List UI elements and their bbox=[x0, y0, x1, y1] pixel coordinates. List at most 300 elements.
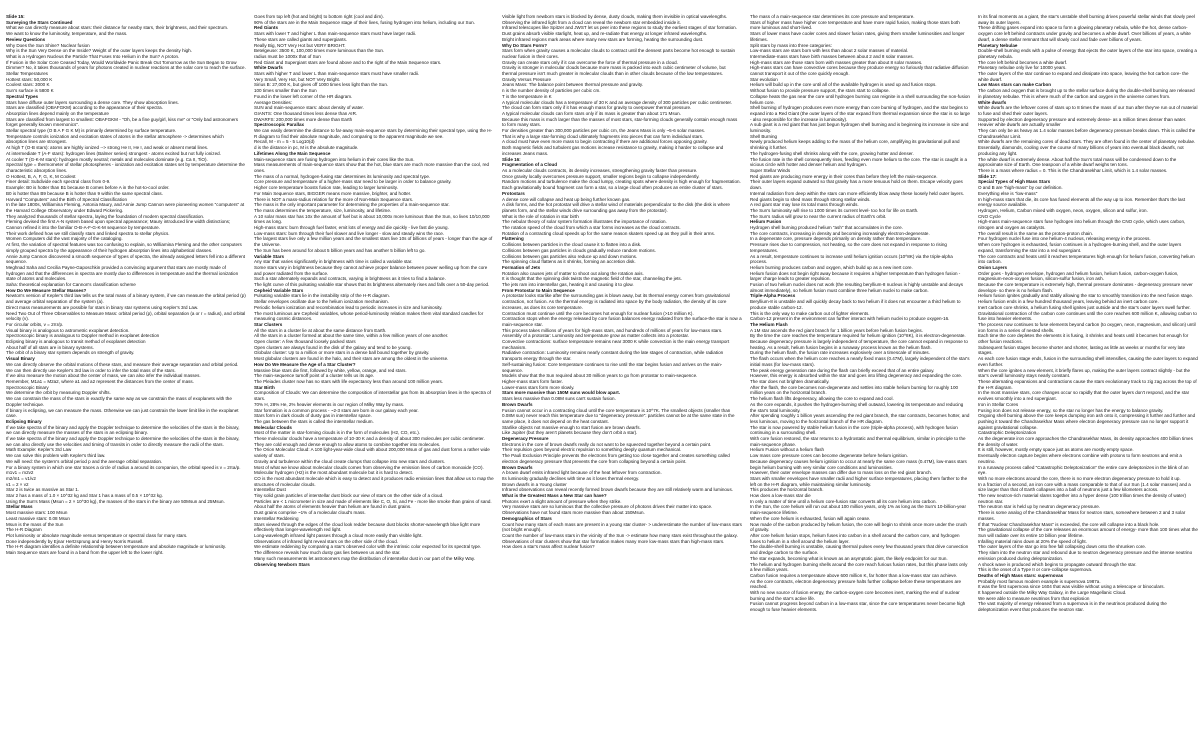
note-line: The overall result is the same as the proton-proton chain. bbox=[978, 230, 1093, 236]
note-line: About half of all stars are in binary systems. bbox=[6, 344, 94, 350]
note-line: Red giants begin to shed mass through strong stellar winds. bbox=[750, 196, 871, 202]
note-line: 70% H, 28% He, 2% heavier elements in our region of Milky Way by mass. bbox=[254, 401, 405, 407]
note-line: Low-mass stars: burn through their fuel slower and live longer - slow and steady wins the race. bbox=[254, 230, 445, 236]
note-line: Such a star alternately expands and contracts, varying in brightness as it tries to find a balance. bbox=[254, 276, 446, 282]
note-line: There is NOT a mass-radius relation for the more of Non-Main Sequence stars. bbox=[254, 196, 414, 202]
note-line: A typical molecular clouds has a temperature of 30 K and an average density of 300 particles per cubic centimeter. bbox=[502, 99, 732, 105]
note-line: Internal radiation from deep within the stars can more efficiently blow away these loosely held outer layers. bbox=[750, 190, 964, 196]
note-line: Coolest stars: 3000 K bbox=[6, 82, 50, 88]
note-line: Fusion cannot occur in a contracting cloud until the core temperature is 10^7K. The smallest objects (smaller than 0.08M sun) never reach this temperature due to "degeneracy pressure": particles cannot be at the same state in the same place, it does not depend on the heat constant. bbox=[502, 407, 735, 424]
note-line: The core contracts, increasing in density and becoming increasingly electron-degenerate. bbox=[750, 230, 930, 236]
note-line: The neutron star is held up by neutron degeneracy pressure. bbox=[978, 504, 1101, 510]
note-line: It is thought that the spinning disk twists the magnetic field of the star, channeling the jets. bbox=[502, 276, 682, 282]
note-line: What is the role of rotation in star birth bbox=[502, 213, 579, 219]
note-line: Jeans Mass: The balance point between thermal pressure and gravity. bbox=[502, 82, 644, 88]
note-line: Stars with smaller envelopes have smaller radii and higher surface temperatures, placing them farther to the left on the H-R diagram, while maintaining similar luminosity. bbox=[750, 475, 968, 487]
note-line: 90% of the stars are in the Main Sequence stage of their lives, fusing hydrogen into helium, including our Sun. bbox=[254, 19, 475, 25]
note-line: Assembly of a protostar: Luminosity and temperature grow as matter collects into a protostar. bbox=[502, 333, 690, 339]
note-line: Planetary nebulae only live for 10000 years. bbox=[978, 65, 1067, 71]
note-line: Stars have diffuse outer layers surrounding a dense core. They show absorption lines. bbox=[6, 99, 179, 105]
note-line: Stars with higher T and lower L than main-sequence stars must have smaller radii. bbox=[254, 71, 420, 77]
note-line: Hottest stars: 50,000 K bbox=[6, 76, 53, 82]
note-heading: Spectral Types bbox=[6, 93, 39, 99]
note-line: Found in the lower left corner of the HR diagram. bbox=[254, 93, 353, 99]
note-line: Msun is the mass of the Sun bbox=[6, 521, 64, 527]
note-line: The Sun has been around for about 5 billion years and has another 5 billion left to go. bbox=[254, 247, 426, 253]
note-line: When core hydrogen is exhausted, fusion continues in a hydrogen-burning shell, and the outer layers expand, transforming the star into a red supergiant. bbox=[978, 242, 1182, 253]
note-heading: White Dwarfs bbox=[254, 65, 283, 71]
note-line: Observations have not found stars more massive than about 150Msun. bbox=[502, 510, 645, 516]
note-heading: Stellar Mass bbox=[6, 504, 33, 510]
note-line: These alternating expansions and contractions cause the stars evolutionary track to zig zag across the top of the H-R diagram. bbox=[978, 379, 1197, 390]
note-line: Stars are classified from largest to smallest: OBAFGKM - "Oh, be a fine guy/girl, kiss me" or "Only bad astronomers forget generally known mnemonics". bbox=[6, 116, 239, 128]
note-line: Lower-mass stars form more slowly. bbox=[502, 384, 575, 390]
note-line: Gravity and turbulence within the cloud create clumps that collapse into new stars and clusters. bbox=[254, 458, 446, 464]
note-line: Fleming devised the first A-N system based upon spectral appearance; Maury introduced line width distinctions; Cannon refined it into the familiar O-B-A-F-G-K-M sequence by temperature. bbox=[6, 219, 231, 231]
note-line: Each time the core depletes the elements it is fusing, it shrinks and heats until it becomes hot enough for other fusion reactions. bbox=[978, 333, 1189, 345]
note-line: Absorption lines depend mainly on the temperature bbox=[6, 110, 109, 116]
note-line: Plot luminosity or absolute magnitude versus temperature or spectral class for many stars. bbox=[6, 532, 188, 538]
note-heading: Why Do Stars Form? bbox=[502, 42, 547, 48]
note-line: The most luminous are Cepheid variables, whose period-luminosity relation makes them vital standard candles for measuring cosmic distances. bbox=[254, 310, 484, 322]
note-line: Contraction stops when the energy released by core fusion balances energy radiated from the surface-the star is now a main-sequence star. bbox=[502, 316, 742, 327]
note-line: At high T (O-B stars): atoms are highly ionized --> strong He II, He I, and weak or absent metal lines. bbox=[6, 145, 209, 151]
note-line: Why Does the Sun Shine? Nuclear fusion bbox=[6, 42, 90, 48]
note-heading: Deaths of High Mass stars: supernovas bbox=[978, 572, 1064, 578]
note-line: We want to know the luminosity, temperature, and the mass. bbox=[6, 31, 128, 37]
note-heading: From Protostar to Main Sequence bbox=[502, 287, 575, 293]
note-line: d is the distance in pc, M is the absolute magnitude. bbox=[254, 145, 359, 151]
note-line: High-mass stars: burn through fuel faster, emit lots of energy and die quickly - live fast die young. bbox=[254, 225, 449, 231]
note-line: Molecular hydrogen (H2) is the most abundant molecule but it is hard to detect. bbox=[254, 470, 413, 476]
note-line: If binary is eclipsing, we can measure the mass. Otherwise we can just constrain the lower limit like in the exoplanet case. bbox=[6, 407, 239, 419]
note-line: Open cluster: A few thousand loosely packed stars bbox=[254, 339, 356, 345]
note-line: Gravity Versus Pressure bbox=[502, 76, 552, 82]
note-line: Sirius B: 27,000 K, but gives off 1000 times less light than the Sun. bbox=[254, 82, 389, 88]
note-line: m1v1 = m2v2 bbox=[6, 470, 34, 476]
note-line: Ongoing shell burning above the core keeps dumping iron ash onto it, compressing it further and further and pushing it toward the Chandrasekhar Mass where electron degeneracy pressure can no longer support it against gravitational collapse. bbox=[978, 413, 1196, 430]
note-line: The star does not brighten dramatically. bbox=[750, 379, 830, 384]
note-line: Very Small, Very Hot, but NOT Very Bright. bbox=[254, 76, 341, 82]
note-line: Both magnetic fields and turbulent gas motions increase resistance to gravity, making it harder to collapse and increases Jeans mass. bbox=[502, 145, 724, 156]
note-line: Higher-mass stars form faster. bbox=[502, 379, 563, 384]
note-heading: Review Questions bbox=[6, 36, 46, 42]
note-line: Open clusters are always found in the disk of the galaxy and tend to be young. bbox=[254, 344, 412, 350]
note-line: Stars are classified (OBAFGKM) according to the appearance of their spectra. bbox=[6, 105, 163, 111]
note-line: We determine the orbit by measuring Doppler shifts. bbox=[6, 390, 111, 396]
note-line: Fusion cannot progress beyond carbon in a low-mass star, since the core temperatures never become high enough to fuse heavier elements. bbox=[750, 601, 966, 613]
note-line: There is a mass where radius = 0. This is the Chandrasekhar Limit, which is 1.4 solar masses. bbox=[978, 167, 1168, 173]
note-line: Average Densities: bbox=[254, 99, 293, 105]
note-line: The helium and hydrogen burning shells around the core reach furious fusion rates, but this phase lasts only a few million years. bbox=[750, 561, 968, 573]
note-line: Like Jupiter (but they aren't planets because they don't orbit a star). bbox=[502, 430, 638, 436]
note-line: There is some analog of the Chandrasekhar Mass for neutron stars, somewhere between 2 and 3 solar masses. bbox=[978, 510, 1186, 521]
note-line: Everything else is "low-mass" bbox=[978, 190, 1038, 196]
note-line: Red giants are producing more energy in their cores than before they left the main-sequence. bbox=[750, 173, 938, 179]
notes-column-3 bbox=[500, 14, 748, 729]
note-line: With no more electrons around the core, there is no more electron degeneracy pressure to hold it up. bbox=[978, 475, 1181, 481]
note-line: Heavier white dwarfs are actually smaller bbox=[978, 122, 1061, 128]
note-line: If we also measure the motion about the center of mass, we can also infer the individual masses. bbox=[6, 373, 201, 379]
note-line: Infalling material rains down at 20% the speed of light. bbox=[978, 538, 1087, 544]
note-line: The fusion rate in the shell consequently rises, feeding even more helium to the core. The star is caught in a vicious circle with hotter and denser helium and hydrogen. bbox=[750, 156, 968, 168]
note-line: Shell Burning bbox=[750, 133, 778, 139]
note-line: This produces the horizontal branch. bbox=[750, 487, 824, 493]
note-line: The Sun's radius will grow to near the current radius of Earth's orbit. bbox=[750, 213, 887, 219]
note-line: During the helium flash, the fusion rate increases explosively over a timescale of minutes. bbox=[750, 350, 930, 356]
note-line: Stars of higher mass have higher core temperature and have more rapid fusion, making those stars both more luminous and short-lived. bbox=[750, 19, 960, 31]
note-line: A disk forms, and the hot protostar will drive a stellar wind of materials perpendicular to the disk (the disk is where planets form, and the stellar winds drive surrounding gas away from the protostar). bbox=[502, 202, 730, 213]
note-line: Order goes - hydrogen envelope, hydrogen and helium fusion, helium fusion, carbon-oxygen fusion, magnesium-neon-oxygen fusion, silicon-sulfur fusion, iron ash. bbox=[978, 270, 1179, 282]
note-line: At intermediate T (A-F stars): hydrogen lines (Balmer series) strongest - atoms excited but not fully ionized. bbox=[6, 150, 221, 156]
note-heading: Helium Fusion bbox=[750, 219, 782, 225]
note-line: Because the core temperature is extremely high, thermal pressure dominates - degeneracy pressure never develops- so there is no helium flash. bbox=[978, 282, 1193, 293]
note-heading: Red Giants bbox=[254, 25, 279, 31]
note-line: These molecular clouds have a temperature of 10-30 K and a density of about 300 molecules per cubic centimeter. bbox=[254, 436, 485, 442]
note-line: For a binary system in which one star traces a circle of radius a around its companion, the orbital speed is v = 2πa/p. bbox=[6, 464, 241, 470]
note-line: Intermediate-mass stars have birth masses between about 2 and 8 solar masses. bbox=[750, 53, 914, 59]
note-line: Starlike objects not massive enough to start fusion are brown dwarfs. bbox=[502, 424, 641, 430]
note-heading: Triple-Alpha Process bbox=[750, 293, 796, 299]
note-line: Low-mass stars are stars born with less than about 2 solar masses of material. bbox=[750, 48, 909, 54]
note-line: A brown dwarf emits infrared light because of the heat leftover from contraction. bbox=[502, 470, 662, 476]
note-line: Stellar spectral type (O B A F G K M) is primarily determined by surface temperature. bbox=[6, 128, 177, 134]
note-line: The outer layers of the star continue to expand and dissipate into space, leaving the hot carbon core- the white dwarf. bbox=[978, 71, 1189, 82]
note-line: Probably most famous modern example is supernova 1987a. bbox=[978, 578, 1101, 584]
note-line: These drifting gases expand into space to form a glowing planetary nebula, while the hot, dense carbon-oxygen core left behind contracts under gravity and becomes a white dwarf. Over billions of years, a white dwarf, a dense stellar remnant that will slowly cool and fade over billions of years. bbox=[978, 25, 1191, 42]
note-line: The orbit of a binary star system depends on strength of gravity. bbox=[6, 350, 135, 356]
note-line: We estimate reddening by comparing a star's observed color with the intrinsic color expected for its spectral type. bbox=[254, 544, 482, 550]
note-heading: Fragmentation of a Cloud bbox=[502, 162, 558, 168]
note-line: Helium fusion ends in a few hundred thousand years, leaving behind an inert carbon core. bbox=[978, 299, 1159, 305]
note-line: GIANTS: One thousand times less dense than AIR. bbox=[254, 110, 358, 116]
note-line: Visible light from newborn stars is blocked by dense, dusty clouds, making them invisible in optical wavelengths. bbox=[502, 14, 728, 19]
note-line: Their outer layers expand outward so that gravity has a more tenuous hold on them. Escape velocity goes down. bbox=[750, 179, 963, 191]
note-line: We were able to measure neutrinos from that explosion bbox=[978, 595, 1090, 601]
note-line: However, this energy is absorbed within the star and goes into lifting degeneracy and expanding the core. bbox=[750, 373, 963, 379]
note-line: Carbon fusion requires a temperature above 600 million K, far hotter than a low-mass star can achieve. bbox=[750, 572, 958, 578]
note-line: Infrared observations can reveal recently formed brown dwarfs because they are still relatively warm and luminous. bbox=[502, 487, 733, 493]
note-line: This is the onset of a Type II or core-collapse supernova. bbox=[978, 567, 1093, 573]
note-line: How does a low-mass star die bbox=[750, 493, 811, 499]
note-line: The rotation speed of the cloud from which a star forms increases as the cloud contracts. bbox=[502, 225, 681, 231]
note-line: High-mass stars are those stars born with masses greater than about 8 solar masses. bbox=[750, 59, 923, 65]
note-line: Self-sustaining fusion: Core temperature continues to rise until the star begins fusion and arrives on the main-sequence. bbox=[502, 361, 723, 373]
note-line: A shock wave is produced which begins to propagate outward through the star. bbox=[978, 561, 1137, 567]
note-line: Least massive stars: 0.08 Msun bbox=[6, 515, 70, 521]
note-heading: Brown Dwarfs bbox=[502, 464, 533, 470]
note-line: In the most massive stars, core changes occur so rapidly that the outer layers don't respond, and the star evolves smoothly into a red supergiant. bbox=[978, 390, 1190, 402]
note-line: They can only be as heavy as 1.4 solar masses before degeneracy pressure breaks down. This is called the Chandrasekhar Limit. bbox=[978, 128, 1196, 139]
note-line: Periodic helium ionization and recombination lead to periodic increases in size and luminosity. bbox=[254, 304, 443, 310]
note-line: All the stars in a cluster formed at about the same time, within a few million years of one another. bbox=[254, 333, 449, 339]
note-line: Most of the matter in star-forming clouds is in the form of molecules (H2, CO, etc.). bbox=[254, 430, 421, 436]
note-line: Gravity is stronger in molecular clouds because more mass is packed into each cubic centimeter of volume, but thermal pressure isn't much greater in molecular clouds than in other clouds because of the low temperatures. bbox=[502, 65, 726, 77]
note-heading: Protostars bbox=[502, 190, 525, 196]
note-heading: Planetary Nebulae bbox=[978, 42, 1018, 48]
note-heading: What is the Greatest Mass a New Star can have? bbox=[502, 493, 607, 499]
note-line: Gravitational contraction of the carbon core continues until the core reaches 600 million K, allowing carbon to fuse into heavier elements. bbox=[978, 310, 1197, 322]
notes-column-2 bbox=[252, 14, 500, 729]
note-heading: Molecular Clouds bbox=[254, 424, 292, 430]
note-heading: Demographics of Stars bbox=[502, 515, 552, 521]
note-line: The Pauli Exclusion Principle prevents the electrons from getting too close together and creates something called electron degeneracy pressure that prevents the core from collapsing beyond a certain point. bbox=[502, 453, 730, 464]
note-line: That is why a large star-forming cloud ultimately fragments into pieces that can form individual stars. bbox=[502, 133, 704, 139]
note-line: Radiative contraction: Luminosity remains nearly constant during the late stages of contraction, while radiation transports energy through the star. bbox=[502, 350, 724, 362]
note-line: The difference reveals how much dusty gas lies between us and the star. bbox=[254, 550, 401, 556]
note-line: With core fusion restored, the star returns to a hydrostatic and thermal equilibrium, similar in principle to the main-sequence phase. bbox=[750, 436, 966, 447]
note-line: All the stars in a cluster lie at about the same distance from Earth. bbox=[254, 327, 387, 333]
note-line: Star 2 has a mass of 1.0 × 10^32 kg and Star 1 has a mass of 0.5 × 10^32 kg. bbox=[6, 493, 163, 499]
note-line: Rotation of a contracting cloud speeds up for the same reason skaters speed up as they pull in their arms. bbox=[502, 230, 716, 236]
note-line: Long-wavelength infrared light passes through a cloud more easily than visible light. bbox=[254, 532, 423, 538]
note-line: If we take spectra of the binary and apply the Doppler technique to determine the velocities of the stars in the binary, we can directly measure the masses of the stars in an eclipsing binary. bbox=[6, 424, 240, 436]
note-line: The cloud can form stars only if it has enough mass for gravity to overpower thermal pressure. bbox=[502, 105, 692, 111]
note-line: A dense core will collapse and heat up being further known gas. bbox=[502, 196, 631, 202]
note-line: Most globular clusters are found in the halo, and their stars are among the oldest in the universe. bbox=[254, 356, 449, 362]
note-line: Beryllium-8 is unstable and will quickly decay back to two helium if it does not encounter a third helium to produce stable carbon-12. bbox=[750, 299, 961, 310]
note-line: At first, the variation of spectral features was too confusing to explain, so Williamina Fleming and the other computers simply grouped spectra by the appearance of their hydrogen absorption lines into alphabetical classes. bbox=[6, 242, 242, 253]
note-line: Essentially, diamonds, cooling over the course of many billions of years into eventual black dwarfs, not producing any light. bbox=[978, 145, 1184, 156]
note-line: Fusion of two helium nuclei does not work (the resulting beryllium-8 nucleus is highly unstable and decays almost immediately), so helium fusion must combine three helium nuclei to make carbon. bbox=[750, 282, 964, 293]
note-line: The largest stars live only a few million years and the smallest stars live 10s of billions of years - longer than the age of the Universe. bbox=[254, 236, 493, 248]
note-line: The mass of a normal, hydrogen-fusing star determines its luminosity and spectral type. bbox=[254, 173, 431, 179]
note-line: How does a star's mass affect nuclear fusion? bbox=[502, 544, 595, 550]
note-line: Electrons in the core of brown dwarfs really do not want to be squeezed together beyond a certain point. bbox=[502, 441, 712, 447]
note-line: Women Computers did the vast majority of the cataloging. bbox=[6, 236, 123, 242]
note-line: Double-shell burning ends with a pulse of energy that ejects the outer layers of the star into space, creating a planetary nebula. bbox=[978, 48, 1197, 59]
note-line: Subsequent fusion stages become shorter and shorter, lasting as little as weeks or months for very late stages. bbox=[978, 344, 1185, 356]
note-line: Split stars by mass into three categories: bbox=[750, 42, 832, 48]
note-line: Massive blue stars die first, followed by white, yellow, orange, and red stars. bbox=[254, 367, 407, 373]
note-line: Stellar envelopes oscillate due to the helium ionization mechanism. bbox=[254, 299, 389, 305]
note-line: Star formation is a common process - ~2-3 stars are born in our galaxy each year. bbox=[254, 407, 419, 413]
note-line: Models show that the Sun required about 30 million years to go from protostar to main-sequence. bbox=[502, 373, 698, 379]
note-line: O and B are "high-mass" by our definition. bbox=[978, 185, 1063, 191]
note-line: They slam into the neutron star and rebound due to neutron degeneracy pressure and the intense neutrino emission produced during deleptonization. bbox=[978, 550, 1193, 561]
note-line: These stars are called giants and supergiants. bbox=[254, 36, 348, 42]
note-line: A typical molecular clouds can form stars only if its mass is greater than about 171 Msun. bbox=[502, 110, 681, 116]
note-line: In a runaway process called "Catastrophic Deleptonization" the entire core deleptonizes in the blink of an eye. bbox=[978, 464, 1189, 476]
note-line: Dust grains absorb visible starlight, heat up, and re-radiate that energy at longer infrared wavelengths. bbox=[502, 31, 708, 37]
note-heading: Brown Dwarfs bbox=[502, 401, 533, 407]
note-line: Carbon-12 present in the environment can further interact with helium nuclei to produce oxygen-16. bbox=[750, 316, 950, 322]
note-line: The mass is the only important parameter for determining the properties of a main-sequence star. bbox=[254, 202, 450, 208]
note-line: If Fusion in the Solar Core Ceased Today, Would Worldwide Panic Break Out Tomorrow as the Sun Began to Grow Dimmer? No, it takes thousands of years for photons created in nuclear reactions at the solar core to reach the surface. bbox=[6, 59, 246, 71]
note-line: A protostar looks starlike after the surrounding gas is blown away, but its thermal energy comes from gravitational contraction, not fusion. As the thermal energy is radiated into space by the body radiation, the density of its core increases, as does its core temperature. bbox=[502, 293, 730, 310]
note-line: As a result, temperature continues to increase until helium ignition occurs (10^8K) via the triple-alpha process. bbox=[750, 253, 953, 265]
note-line: Globular cluster: Up to a million or more stars in a dense ball bound together by gravity. bbox=[254, 350, 430, 356]
note-line: Eventually electron capture begins where electrons combine with protons to form neutrons and emit a neutrino. bbox=[978, 453, 1182, 464]
note-line: We can constrain the mass of the stars in exactly the same way as we constrain the mass of exoplanets with the Doppler technique. bbox=[6, 396, 232, 407]
note-line: If we take spectra of the binary and apply the Doppler technique to determine the velocities of the stars in the binary, we can also directly use the velocities and timing of transits in order to directly measure the radii of the stars. bbox=[6, 436, 240, 447]
note-line: Pressure rises due to compression, not heating, so the core does not expand in response to rising temperatures. bbox=[750, 242, 947, 253]
note-line: After spending roughly 1 billion years ascending the red giant branch, the star contracts, becomes hotter, and less luminous, moving to the horizontal branch of the HR diagram. bbox=[750, 413, 970, 424]
note-line: The gas between the stars is called the interstellar medium. bbox=[254, 418, 374, 424]
note-line: The nebular theory of solar system formation illustrates the importance of rotation. bbox=[502, 219, 667, 225]
note-line: Dust grains comprise ~1% of a molecular cloud's mass. bbox=[254, 510, 366, 516]
note-line: Annie Jump Cannon discovered a smooth sequence of types of spectra, the already assigned letters fell into a different sequence. bbox=[6, 253, 246, 265]
note-line: It was the first supernova since 1604 that was visible without using a telescope or binoculars. bbox=[978, 584, 1165, 590]
note-heading: Lifetimes Along the Main Sequence bbox=[254, 150, 331, 156]
note-heading: Observing Newborn Stars bbox=[254, 561, 310, 567]
note-line: Stars of lower mass have cooler cores and slower fusion rates, giving them smaller luminosities and longer lifetimes. bbox=[750, 31, 965, 42]
note-line: Random motions and turbulence make the cloud lumpy, creating spots where density is high enough for fragmentation. bbox=[502, 179, 741, 185]
note-line: For circular orbits, v = 2πr/p. bbox=[6, 321, 64, 327]
note-line: Recall, M - m = 5 - 5 Log10(d) bbox=[254, 139, 315, 145]
note-line: Very massive stars are so luminous that the collective pressure of photons drives their matter into space. bbox=[502, 504, 713, 510]
note-line: Star evolution bbox=[750, 76, 778, 82]
note-line: In a fraction of a second, an iron core with a mass comparable to that of our Sun (1.4 solar masses) and a size larger than that of Earth collapses into a ball of neutrons just a few kilometers across. bbox=[978, 481, 1191, 493]
note-line: Convective contractions: surface temperature remains near 3000 K while convection is the main energy transport mechanism. bbox=[502, 339, 730, 350]
note-line: White dwarfs are the remaining cores of dead stars. They are often found in the center of planetary nebulae. bbox=[978, 139, 1196, 145]
note-heading: Onion Layers bbox=[978, 264, 1008, 270]
note-line: The process now continues to fuse elements beyond carbon (to oxygen, neon, magnesium, and silicon) until iron forms in a series of nested shells. bbox=[978, 321, 1196, 333]
note-heading: Stars more massive than 150M suns would blow apart. bbox=[502, 390, 621, 396]
note-line: Done independently by Ejnar Hertzsprung and Henry Norris Russell. bbox=[6, 538, 144, 544]
note-line: Stars viewed through the edges of the cloud look redder because dust blocks shorter-wavelength blue light more effectively than longer-wavelength red light. bbox=[254, 521, 481, 533]
note-line: The star is now powered by stable helium fusion in the core (triple-alpha process), with hydrogen fusion continuing in a surrounding shell. bbox=[750, 424, 958, 436]
note-line: The hydrogen-fusing shell shrinks along with the core, growing hotter and denser. bbox=[750, 150, 914, 156]
note-heading: Star Birth bbox=[254, 384, 275, 390]
note-line: Four hydrogen nuclei fuse into one helium-4 nucleus, releasing energy in the process. bbox=[978, 236, 1151, 242]
note-line: Gravity can create stars only if it can overcome the force of thermal pressure in a cloud. bbox=[502, 59, 678, 65]
note-line: When the core ignites a new element, it briefly flares up, making the outer layers contract slightly - but the star's overall luminosity stays nearly constant. bbox=[978, 367, 1191, 379]
note-line: A sub giant is a red giant that has just begun hydrogen shell burning and is beginning its increase in size and luminosity. bbox=[750, 122, 969, 134]
note-line: We can then directly use Kepler's 3rd law in order to infer the total mass of the stars. bbox=[6, 367, 176, 373]
note-line: radius must be 1000x that of Sun bbox=[254, 53, 321, 59]
note-line: Observing the infrared light from a cloud can reveal the newborn star embedded inside it. bbox=[502, 19, 681, 25]
notes-column-4 bbox=[748, 14, 976, 729]
note-line: The flash occurs when the helium core reaches a nearly fixed mass (0.47M), largely independent of the star's initial mass (for low-mass stars). bbox=[750, 356, 970, 367]
note-line: We will need: the system's orbital period p and the average orbital separation. bbox=[6, 458, 163, 464]
note-heading: Special Types of High Mass Stars bbox=[978, 179, 1051, 185]
note-line: Composition of Clouds: We can determine the composition of interstellar gas from its absorption lines in the spectra of stars. bbox=[254, 390, 491, 402]
note-line: The core contracts and heats until it reaches temperatures high enough for helium fusion, converting helium into carbon. bbox=[978, 253, 1195, 265]
note-line: In its final moments as a giant, the star's unstable shell burning drives powerful stellar winds that slowly peel away its outer layers. bbox=[978, 14, 1195, 25]
note-line: For Main Sequence stars, BIGGER means more massive, brighter, and hotter. bbox=[254, 190, 412, 196]
note-line: Higher core temperature boosts fusion rate, leading to larger luminosity. bbox=[254, 185, 398, 191]
note-line: What is a Hydrogen Nucleus the Particle That Fuses Into Helium in the Sun? A proton. bbox=[6, 53, 180, 59]
note-line: As a molecular clouds contracts, its density increases, strengthening gravity faster than pressure. bbox=[502, 167, 698, 173]
note-line: Newly produced helium keeps adding to the mass of the helium core, amplifying its gravitational pull and shrinking it further. bbox=[750, 139, 960, 151]
note-line: A 1M star ascends the red giant branch for 1 billion years before helium fusion begins. bbox=[750, 327, 923, 333]
note-line: Stars form in dark clouds of dusty gas in interstellar space. bbox=[254, 413, 372, 419]
note-line: Visual binary is analogous to astrometric exoplanet detection. bbox=[6, 327, 130, 333]
note-line: Helium burning produces carbon and oxygen, which build up as a new inert core. bbox=[750, 264, 913, 270]
note-line: White dwarfs are the leftover cores of stars up to 8 times the mass of our Sun after they've run out of material to fuse and shed their outer layers. bbox=[978, 105, 1198, 116]
note-heading: Cepheid Variable Stars bbox=[254, 287, 304, 293]
note-heading: Slide 17: bbox=[978, 173, 997, 179]
note-line: 100 times smaller than the Sun bbox=[254, 88, 317, 94]
note-line: Spectral type = thermometer of stellar photospheres - ionization and excitation states set by temperature determine the characteristic absorption lines. bbox=[6, 162, 245, 173]
note-line: Most of what we know about molecular clouds comes from observing the emission lines of carbon monoxide (CO). bbox=[254, 464, 484, 470]
note-line: The white dwarf is extremely dense. About half the Sun's total mass will be condensed down to the approximate size of Earth. One teaspoon of a white dwarf weighs ten tons. bbox=[978, 156, 1177, 168]
note-line: The H-R diagram identifies a definite relationship between temperature and absolute magnitude or luminosity. bbox=[6, 544, 227, 550]
note-line: The H-R Diagram bbox=[6, 527, 42, 533]
note-line: Any star that varies significantly in brightness with time is called a variable star. bbox=[254, 259, 413, 265]
note-line: We can solve this problem with Kepler's third law. bbox=[6, 453, 106, 459]
note-line: In a degenerate core, pressure depends primarily on density rather than temperature. bbox=[750, 236, 922, 242]
note-line: Spectroscopic Binary bbox=[6, 384, 49, 390]
note-line: This process takes millions of years for high-mass stars, and hundreds of millions of years for low-mass stars. bbox=[502, 327, 723, 333]
note-line: Eclipsing binary is analogous to transit method of exoplanet detection bbox=[6, 339, 146, 345]
note-line: Stars with lower T and higher L than main-sequence stars must have larger radii. bbox=[254, 31, 417, 37]
note-line: Once gravity locally overcomes pressure support, smaller regions begin to collapse independently. bbox=[502, 173, 700, 179]
note-line: Because this mass is much larger than the masses of most stars, star-forming clouds generally contain enough mass to form many stars. bbox=[502, 116, 738, 128]
note-line: Sun's surface is 5800 K bbox=[6, 88, 54, 94]
note-heading: Visual Binary bbox=[6, 356, 35, 362]
note-line: As each core fusion stage ends, fusion in the surrounding shell intensifies, causing the outer layers to expand even further. bbox=[978, 356, 1198, 367]
note-heading: Degeneracy Pressure bbox=[502, 436, 549, 442]
note-line: Helium Fusion without a helium flash bbox=[750, 447, 825, 453]
note-line: As the degenerate iron core approaches the Chandrasekhar Mass, its density approaches 400 billion times the density of water. bbox=[978, 436, 1193, 447]
note-line: The Orion Molecular Cloud: A 100 light-year-wide cloud with about 200,000 Msun of gas and dust forms a rather wide variety of stars. bbox=[254, 447, 490, 459]
note-line: CO is the most abundant molecule which is easy to detect and it produces radio emission lines that allow us to map the structures of molecular clouds. bbox=[254, 475, 494, 487]
note-line: When the core helium is exhausted, fusion will again cease. bbox=[750, 515, 871, 521]
note-line: Helium fusion ignites gradually and stably allowing the star to smoothly transition into the next fusion stage. bbox=[978, 293, 1194, 299]
note-line: The peak energy generation rate during the flash can briefly exceed that of an entire galaxy. bbox=[750, 367, 935, 373]
notes-column-5 bbox=[976, 14, 1200, 729]
note-line: Supported by electron degeneracy pressure and extremely dense- as a million times denser than water. bbox=[978, 116, 1187, 122]
note-line: Shell burning of hydrogen produces even more energy than core burning of hydrogen, and the star begins to expand into a Red Giant (the outer layers of the star expand from thermal expansion since the star is so large - also responsible for the increase in luminosity). bbox=[750, 105, 970, 122]
note-line: Direct mass measurements are possible for stars in binary star systems using Kepler's 3rd Law. bbox=[6, 304, 199, 310]
note-line: Main-sequence stars are fusing hydrogen into helium in their cores like the Sun. bbox=[254, 156, 415, 162]
note-line: Rotation also causes jets of matter to shoot out along the rotation axis. bbox=[502, 270, 644, 276]
note-line: Remember, M1a1 = M2a2, where a1 and a2 represent the distances from the center of mass. bbox=[6, 379, 194, 384]
note-line: However, their outer envelope masses can differ due to mass loss on the red giant branch. bbox=[750, 470, 932, 476]
note-heading: Spectroscopic Parallax bbox=[254, 122, 305, 128]
note-line: Hydrogen shell burning produced helium "ash" that accumulates in the core. bbox=[750, 225, 903, 231]
note-heading: Formation of Jets bbox=[502, 264, 541, 270]
note-line: Super Stellar Winds bbox=[750, 167, 791, 173]
note-heading: Variable Stars bbox=[254, 253, 285, 259]
note-line: Fusing iron does not release energy, so the star no longer has the energy to balance gravity. bbox=[978, 407, 1164, 413]
note-line: Why is the Sun Very Dense on the Inside? Weight of the outer layers keeps the density high. bbox=[6, 48, 192, 54]
note-line: What we can directly measure about stars: their distance for nearby stars, their brightness, and their spectrum. bbox=[6, 25, 229, 31]
note-line: The mass determines the temperature, size, luminosity, and lifetime. bbox=[254, 207, 392, 213]
note-line: SUN and main-sequence stars: about density of water. bbox=[254, 105, 364, 111]
note-line: The mass of a main-sequence star determines its core pressure and temperature. bbox=[750, 14, 915, 19]
note-line: Most massive stars: 100 Msun bbox=[6, 510, 68, 516]
note-line: The jets ram into interstellar gas, heating it and causing it to glow. bbox=[502, 282, 634, 288]
note-heading: Flattening bbox=[502, 236, 524, 242]
note-line: Count the number of low-mass stars in the vicinity of the Sun -> estimate how many stars exist throughout the galaxy. bbox=[502, 532, 738, 538]
note-line: The vast majority of energy released from a supernova is in the neutrinos produced during the deleptonization event that produces the neutron star. bbox=[978, 601, 1167, 613]
note-line: Stars less massive than 0.08M suns can't sustain fusion. bbox=[502, 396, 616, 402]
note-line: Finer detail: Subdivide each spectral class from 0-9. bbox=[6, 179, 111, 185]
note-line: At cooler T (G-K-M stars): hydrogen mostly neutral; metals and molecules dominate (e.g. Ca II, TiO). bbox=[6, 156, 208, 162]
note-line: Catastrophic Deleptonization bbox=[978, 430, 1037, 436]
note-line: Tiny solid grain particles of interstellar dust block our view of stars on the other side of a cloud. bbox=[254, 493, 444, 499]
note-line: High-mass main-sequence stars fuse hydrogen into helium through the CNO cycle, which uses carbon, nitrogen and oxygen as catalysts. bbox=[978, 219, 1186, 231]
note-line: v1 = 2 × v2 bbox=[6, 481, 29, 487]
note-line: This is the only way to make carbon out of lighter elements. bbox=[750, 310, 870, 316]
note-line: Main Sequence stars are found in a band from the upper left to the lower right. bbox=[6, 550, 164, 556]
note-line: Inert carbon core shrinks, a helium fusing shell ignites just outside and the star's outer layers swell further. bbox=[978, 304, 1191, 310]
note-line: As the core expands, it pushes the hydrogen-burning shell outward, lowering its temperature and reducing the star's total luminosity. bbox=[750, 401, 964, 413]
note-line: They analyzed thousands of stellar spectra, laying the foundation of modern spectral classification. bbox=[6, 213, 205, 219]
note-line: The gravitational collapse of the core releases an enormous amount of energy- more than 100 times what the Sun will radiate over its entire 10 billion year lifetime. bbox=[978, 527, 1198, 538]
note-line: High-mass stars can have convective cores because they produce energy so furiously that radiative diffusion cannot transport it out of the core quickly enough. bbox=[750, 65, 969, 77]
note-line: Because degeneracy causes helium ignition to occur at nearly the same core mass (0.47M), low-mass stars begin helium burning with very similar core conditions and luminosities. bbox=[750, 458, 967, 470]
note-line: Some stars vary in brightness because they cannot achieve proper balance between power welling up from the core and power radiated from the surface. bbox=[254, 264, 488, 276]
note-line: Their work defined how we still classify stars and linked spectra to stellar physics. bbox=[6, 230, 170, 236]
note-line: Without fusion to provide pressure support, the stars start to collapse. bbox=[750, 88, 890, 94]
note-line: If that "Nuclear Chandrasekhar Mass" is exceeded, the core will collapse into a black hole. bbox=[978, 521, 1160, 527]
note-line: O Hottest, B, A, F, G, K, M Coolest bbox=[6, 173, 76, 179]
note-line: Example: B0 is hotter than B1 because B comes before A in the hot-to-cool order. bbox=[6, 185, 170, 191]
